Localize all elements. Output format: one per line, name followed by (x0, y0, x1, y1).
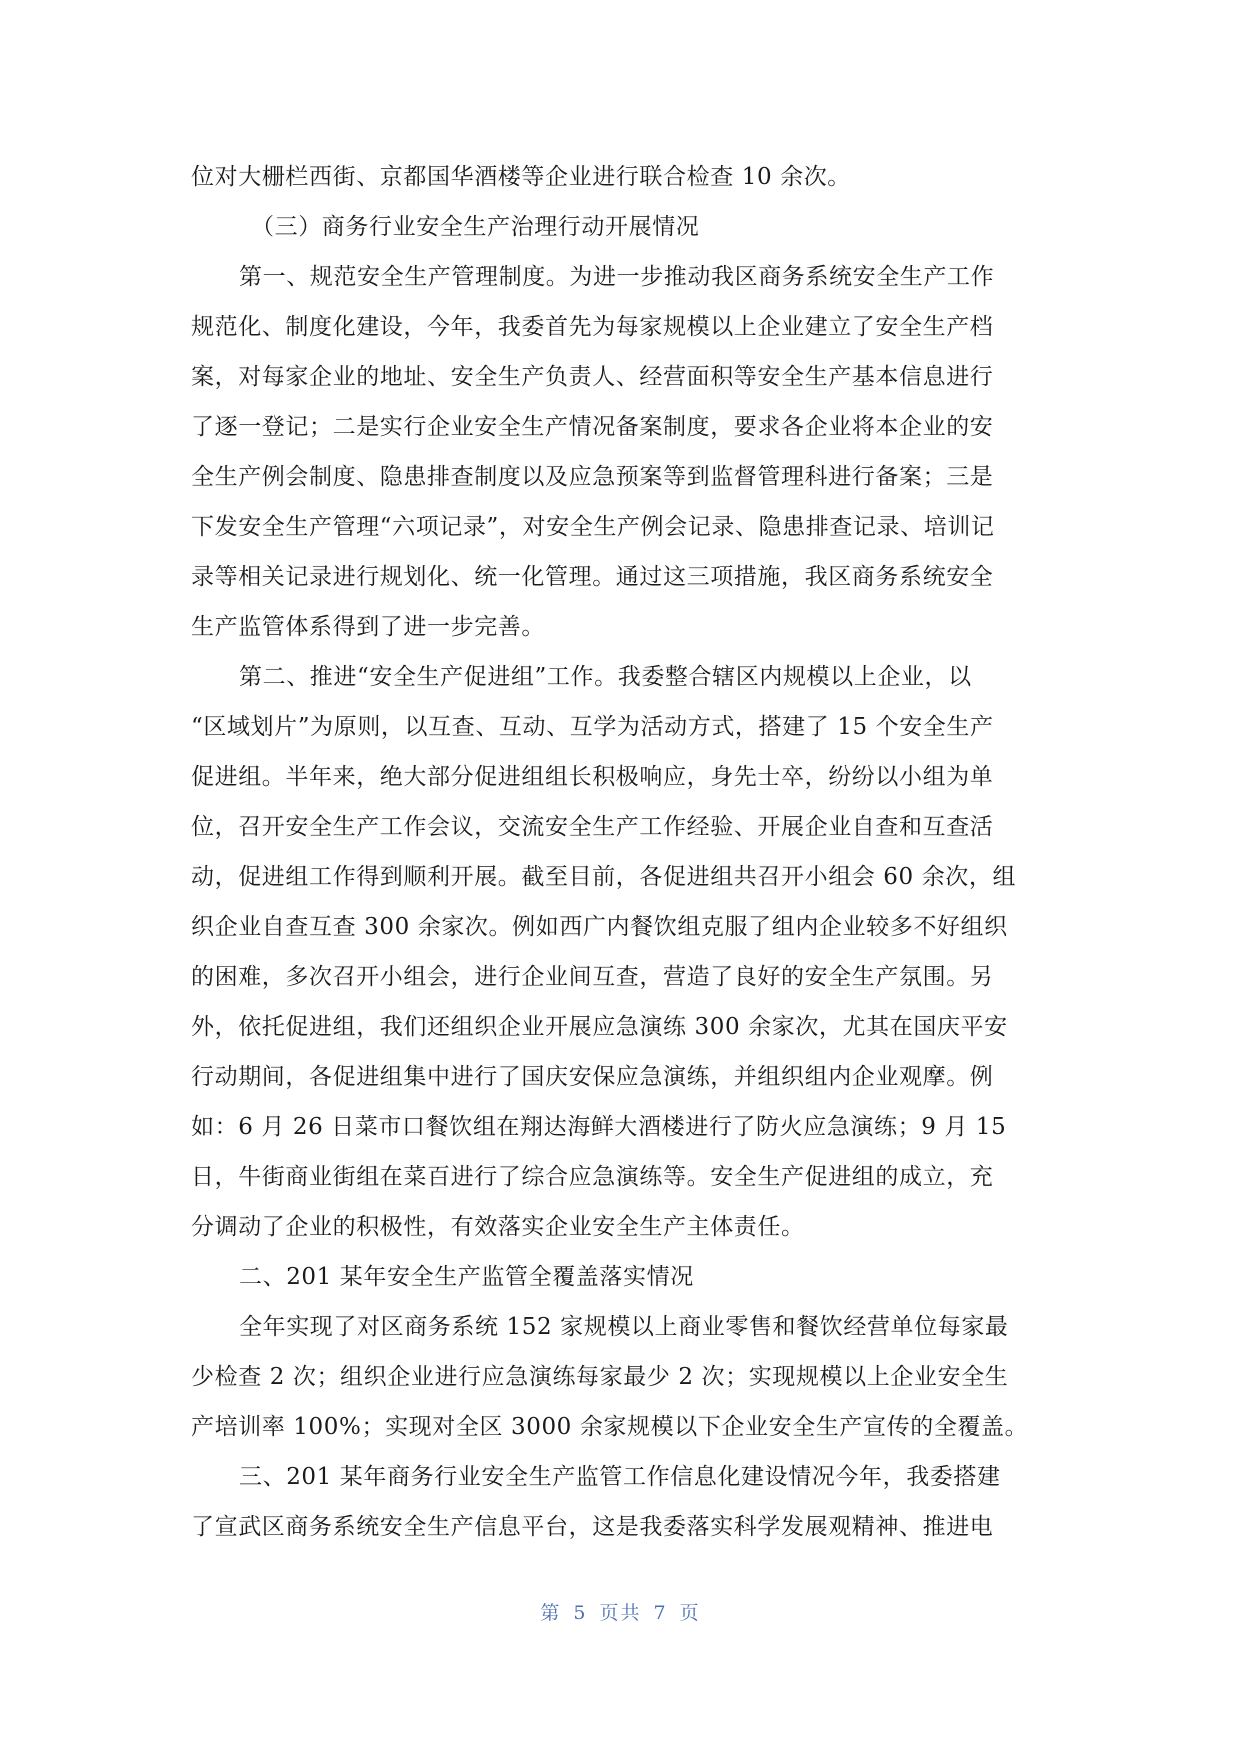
text-line: 促进组。半年来，绝大部分促进组组长积极响应，身先士卒，纷纷以小组为单 (191, 764, 994, 790)
text-line: 外，依托促进组，我们还组织企业开展应急演练 300 余家次，尤其在国庆平安 (191, 1014, 1008, 1040)
text-line: 了逐一登记；二是实行企业安全生产情况备案制度，要求各企业将本企业的安 (191, 414, 994, 440)
text-line: 位，召开安全生产工作会议，交流安全生产工作经验、开展企业自查和互查活 (191, 814, 994, 840)
text-line: 行动期间，各促进组集中进行了国庆安保应急演练，并组织组内企业观摩。例 (191, 1064, 994, 1090)
text-line: 录等相关记录进行规划化、统一化管理。通过这三项措施，我区商务系统安全 (191, 564, 994, 590)
text-line: 如：6 月 26 日菜市口餐饮组在翔达海鲜大酒楼进行了防火应急演练；9 月 15 (191, 1114, 1007, 1140)
paragraph-start: 全年实现了对区商务系统 152 家规模以上商业零售和餐饮经营单位每家最 (239, 1314, 1009, 1340)
text-line: 全生产例会制度、隐患排查制度以及应急预案等到监督管理科进行备案；三是 (191, 464, 994, 490)
footer-current-page: 5 (573, 1602, 588, 1624)
text-line: 生产监管体系得到了进一步完善。 (191, 614, 545, 640)
page-footer (0, 1598, 1241, 1625)
text-line: 织企业自查互查 300 余家次。例如西广内餐饮组克服了组内企业较多不好组织 (191, 914, 1008, 940)
footer-label-of: 页共 (599, 1602, 642, 1624)
text-line: 位对大栅栏西街、京都国华酒楼等企业进行联合检查 10 余次。 (191, 164, 851, 190)
paragraph-start: 第二、推进“安全生产促进组”工作。我委整合辖区内规模以上企业，以 (239, 664, 972, 690)
text-line: 分调动了企业的积极性，有效落实企业安全生产主体责任。 (191, 1214, 805, 1240)
text-line: 的困难，多次召开小组会，进行企业间互查，营造了良好的安全生产氛围。另 (191, 964, 994, 990)
text-line: 下发安全生产管理“六项记录”，对安全生产例会记录、隐患排查记录、培训记 (191, 514, 995, 540)
text-line: 产培训率 100%；实现对全区 3000 余家规模以下企业安全生产宣传的全覆盖。 (191, 1414, 1029, 1440)
footer-label-end: 页 (679, 1602, 701, 1624)
text-line: 了宣武区商务系统安全生产信息平台，这是我委落实科学发展观精神、推进电 (191, 1514, 994, 1540)
text-line: 案，对每家企业的地址、安全生产负责人、经营面积等安全生产基本信息进行 (191, 364, 994, 390)
text-line: 少检查 2 次；组织企业进行应急演练每家最少 2 次；实现规模以上企业安全生 (191, 1364, 1009, 1390)
text-line: “区域划片”为原则，以互查、互动、互学为活动方式，搭建了 15 个安全生产 (191, 714, 994, 740)
document-body (191, 153, 1051, 1553)
paragraph-start: 第一、规范安全生产管理制度。为进一步推动我区商务系统安全生产工作 (239, 264, 995, 290)
text-line: 动，促进组工作得到顺利开展。截至目前，各促进组共召开小组会 60 余次，组 (191, 864, 1017, 890)
text-line: 日，牛街商业街组在菜百进行了综合应急演练等。安全生产促进组的成立，充 (191, 1164, 994, 1190)
section-heading: （三）商务行业安全生产治理行动开展情况 (251, 214, 700, 240)
text-line: 规范化、制度化建设，今年，我委首先为每家规模以上企业建立了安全生产档 (191, 314, 994, 340)
footer-label-page: 第 (540, 1602, 562, 1624)
paragraph-start: 三、201 某年商务行业安全生产监管工作信息化建设情况今年，我委搭建 (239, 1464, 1001, 1490)
footer-total-pages: 7 (653, 1602, 668, 1624)
section-heading: 二、201 某年安全生产监管全覆盖落实情况 (239, 1264, 694, 1290)
